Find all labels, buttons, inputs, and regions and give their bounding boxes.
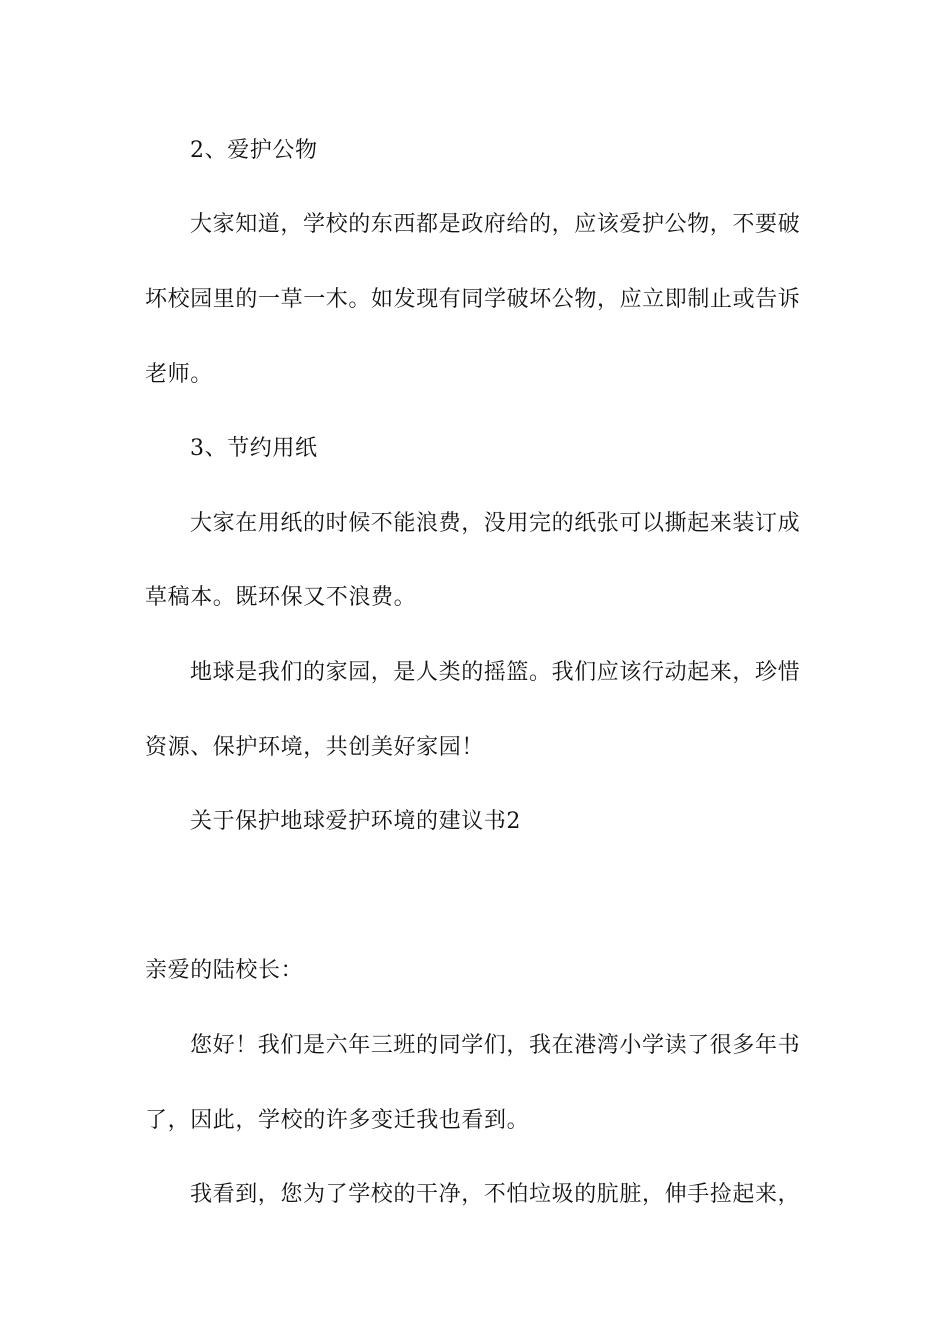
paragraph-line: 大家在用纸的时候不能浪费，没用完的纸张可以撕起来装订成 <box>190 511 801 536</box>
document-title-2: 关于保护地球爱护环境的建议书2 <box>190 809 521 834</box>
paragraph-line: 老师。 <box>145 362 213 387</box>
section-heading-save-paper: 3、节约用纸 <box>190 436 318 461</box>
paragraph-line: 坏校园里的一草一木。如发现有同学破坏公物，应立即制止或告诉 <box>145 287 801 312</box>
paragraph-line: 了，因此，学校的许多变迁我也看到。 <box>145 1108 530 1133</box>
paragraph-line: 我看到，您为了学校的干净，不怕垃圾的肮脏，伸手捡起来， <box>190 1182 801 1207</box>
paragraph-line: 草稿本。既环保又不浪费。 <box>145 585 417 610</box>
salutation: 亲爱的陆校长： <box>145 958 304 983</box>
paragraph-line: 资源、保护环境，共创美好家园！ <box>145 735 485 760</box>
paragraph-line: 地球是我们的家园，是人类的摇篮。我们应该行动起来，珍惜 <box>190 660 801 685</box>
paragraph-line: 您好！我们是六年三班的同学们，我在港湾小学读了很多年书 <box>190 1033 801 1058</box>
section-heading-care-public-property: 2、爱护公物 <box>190 138 318 163</box>
paragraph-line: 大家知道，学校的东西都是政府给的，应该爱护公物，不要破 <box>190 212 801 237</box>
